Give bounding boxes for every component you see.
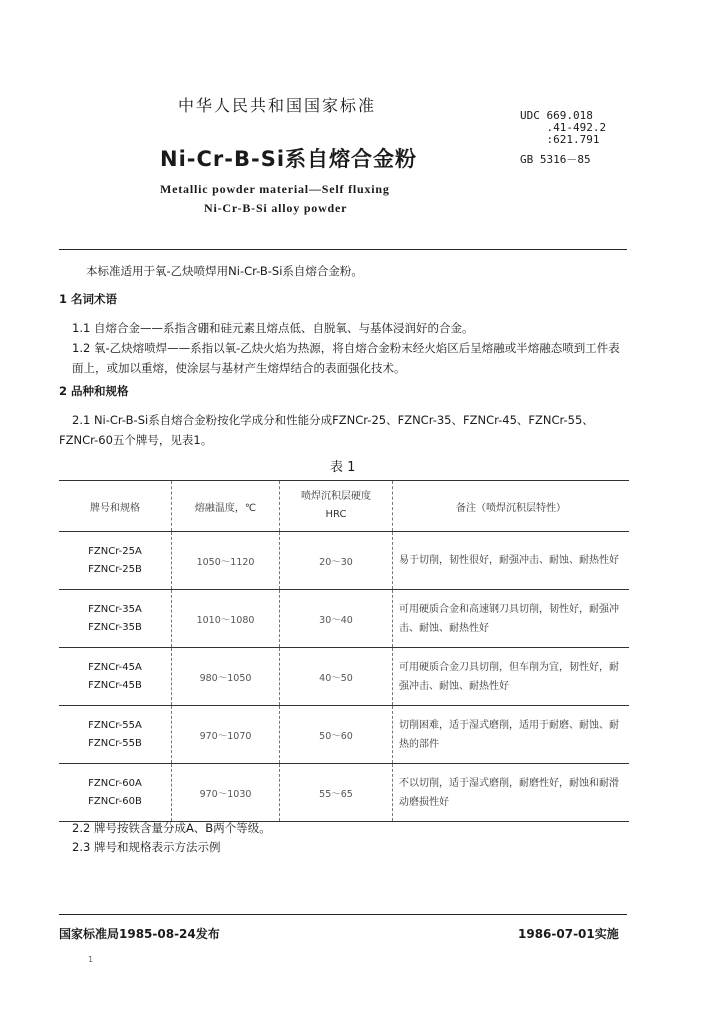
melting-temp-cell: 1050～1120 <box>172 532 280 590</box>
col-header-grade: 牌号和规格 <box>59 481 172 532</box>
grade-a: FZNCr-35A <box>88 603 142 615</box>
grade-cell <box>59 648 172 706</box>
hardness-cell: 40～50 <box>280 648 393 706</box>
clause-2-3: 2.3 牌号和规格表示方法示例 <box>72 840 221 854</box>
table-row <box>59 706 629 764</box>
col-header-remarks: 备注（喷焊沉积层特性） <box>393 481 630 532</box>
table-row <box>59 532 629 590</box>
grade-a: FZNCr-60A <box>88 777 142 789</box>
header-divider <box>59 249 627 250</box>
english-title-line2: Ni-Cr-B-Si alloy powder <box>204 201 348 215</box>
footer-divider <box>59 914 627 915</box>
grade-b: FZNCr-35B <box>88 621 142 633</box>
issue-date: 国家标准局1985-08-24发布 <box>59 927 220 941</box>
remarks-cell: 易于切削，韧性很好，耐强冲击、耐蚀、耐热性好 <box>393 532 630 590</box>
gb-number: GB 5316－85 <box>520 153 591 166</box>
hardness-cell: 20～30 <box>280 532 393 590</box>
hardness-cell: 55～65 <box>280 764 393 822</box>
remarks-cell: 可用硬质合金刀具切削，但车削为宜，韧性好，耐强冲击、耐蚀、耐热性好 <box>393 648 630 706</box>
udc-code: UDC 669.018 .41-492.2 :621.791 <box>520 109 607 146</box>
melting-temp-cell: 970～1070 <box>172 706 280 764</box>
table-row <box>59 590 629 648</box>
grade-b: FZNCr-55B <box>88 737 142 749</box>
table-caption: 表 1 <box>330 460 356 475</box>
grade-a: FZNCr-45A <box>88 661 142 673</box>
clause-2-2: 2.2 牌号按铁含量分成A、B两个等级。 <box>72 821 271 835</box>
grade-b: FZNCr-25B <box>88 563 142 575</box>
grade-cell <box>59 590 172 648</box>
intro-text: 本标准适用于氧-乙炔喷焊用Ni-Cr-B-Si系自熔合金粉。 <box>86 264 363 278</box>
clause-1-1: 1.1 自熔合金——系指含硼和硅元素且熔点低、自脱氧、与基体浸润好的合金。 <box>72 321 474 335</box>
grade-cell <box>59 532 172 590</box>
hardness-cell: 50～60 <box>280 706 393 764</box>
hardness-cell: 30～40 <box>280 590 393 648</box>
grade-a: FZNCr-25A <box>88 545 142 557</box>
remarks-cell: 不以切削，适于湿式磨削，耐磨性好，耐蚀和耐滑动磨损性好 <box>393 764 630 822</box>
table-row <box>59 764 629 822</box>
remarks-cell: 切削困难，适于湿式磨削，适用于耐磨、耐蚀、耐热的部件 <box>393 706 630 764</box>
standard-header: 中华人民共和国国家标准 <box>178 96 377 115</box>
grade-cell <box>59 706 172 764</box>
grade-b: FZNCr-45B <box>88 679 142 691</box>
english-title-line1: Metallic powder material—Self fluxing <box>160 182 390 196</box>
melting-temp-cell: 970～1030 <box>172 764 280 822</box>
col-header-melting-temp: 熔融温度，℃ <box>172 481 280 532</box>
document-title: Ni-Cr-B-Si系自熔合金粉 <box>160 147 418 171</box>
melting-temp-cell: 1010～1080 <box>172 590 280 648</box>
remarks-cell: 可用硬质合金和高速钢刀具切削，韧性好，耐强冲击、耐蚀、耐热性好 <box>393 590 630 648</box>
section-2-heading: 2 品种和规格 <box>59 384 129 398</box>
grade-a: FZNCr-55A <box>88 719 142 731</box>
section-1-heading: 1 名词术语 <box>59 292 118 306</box>
grade-b: FZNCr-60B <box>88 795 142 807</box>
melting-temp-cell: 980～1050 <box>172 648 280 706</box>
grade-spec-table <box>59 480 629 822</box>
grade-cell <box>59 764 172 822</box>
col-header-hardness: 喷焊沉积层硬度 HRC <box>280 481 393 532</box>
clause-2-1: 2.1 Ni-Cr-B-Si系自熔合金粉按化学成分和性能分成FZNCr-25、FZNCr-35、FZNCr-45、FZNCr-55、FZNCr-60五个牌号，见表1。 <box>59 413 594 447</box>
clause-1-2: 1.2 氧-乙炔熔喷焊——系指以氧-乙炔火焰为热源，将自熔合金粉末经火焰区后呈熔融或半熔融态喷到工件表面上，或加以重熔，使涂层与基材产生熔焊结合的表面强化技术。 <box>72 341 620 375</box>
table-row <box>59 648 629 706</box>
page-number: 1 <box>88 955 94 964</box>
effective-date: 1986-07-01实施 <box>518 927 619 941</box>
